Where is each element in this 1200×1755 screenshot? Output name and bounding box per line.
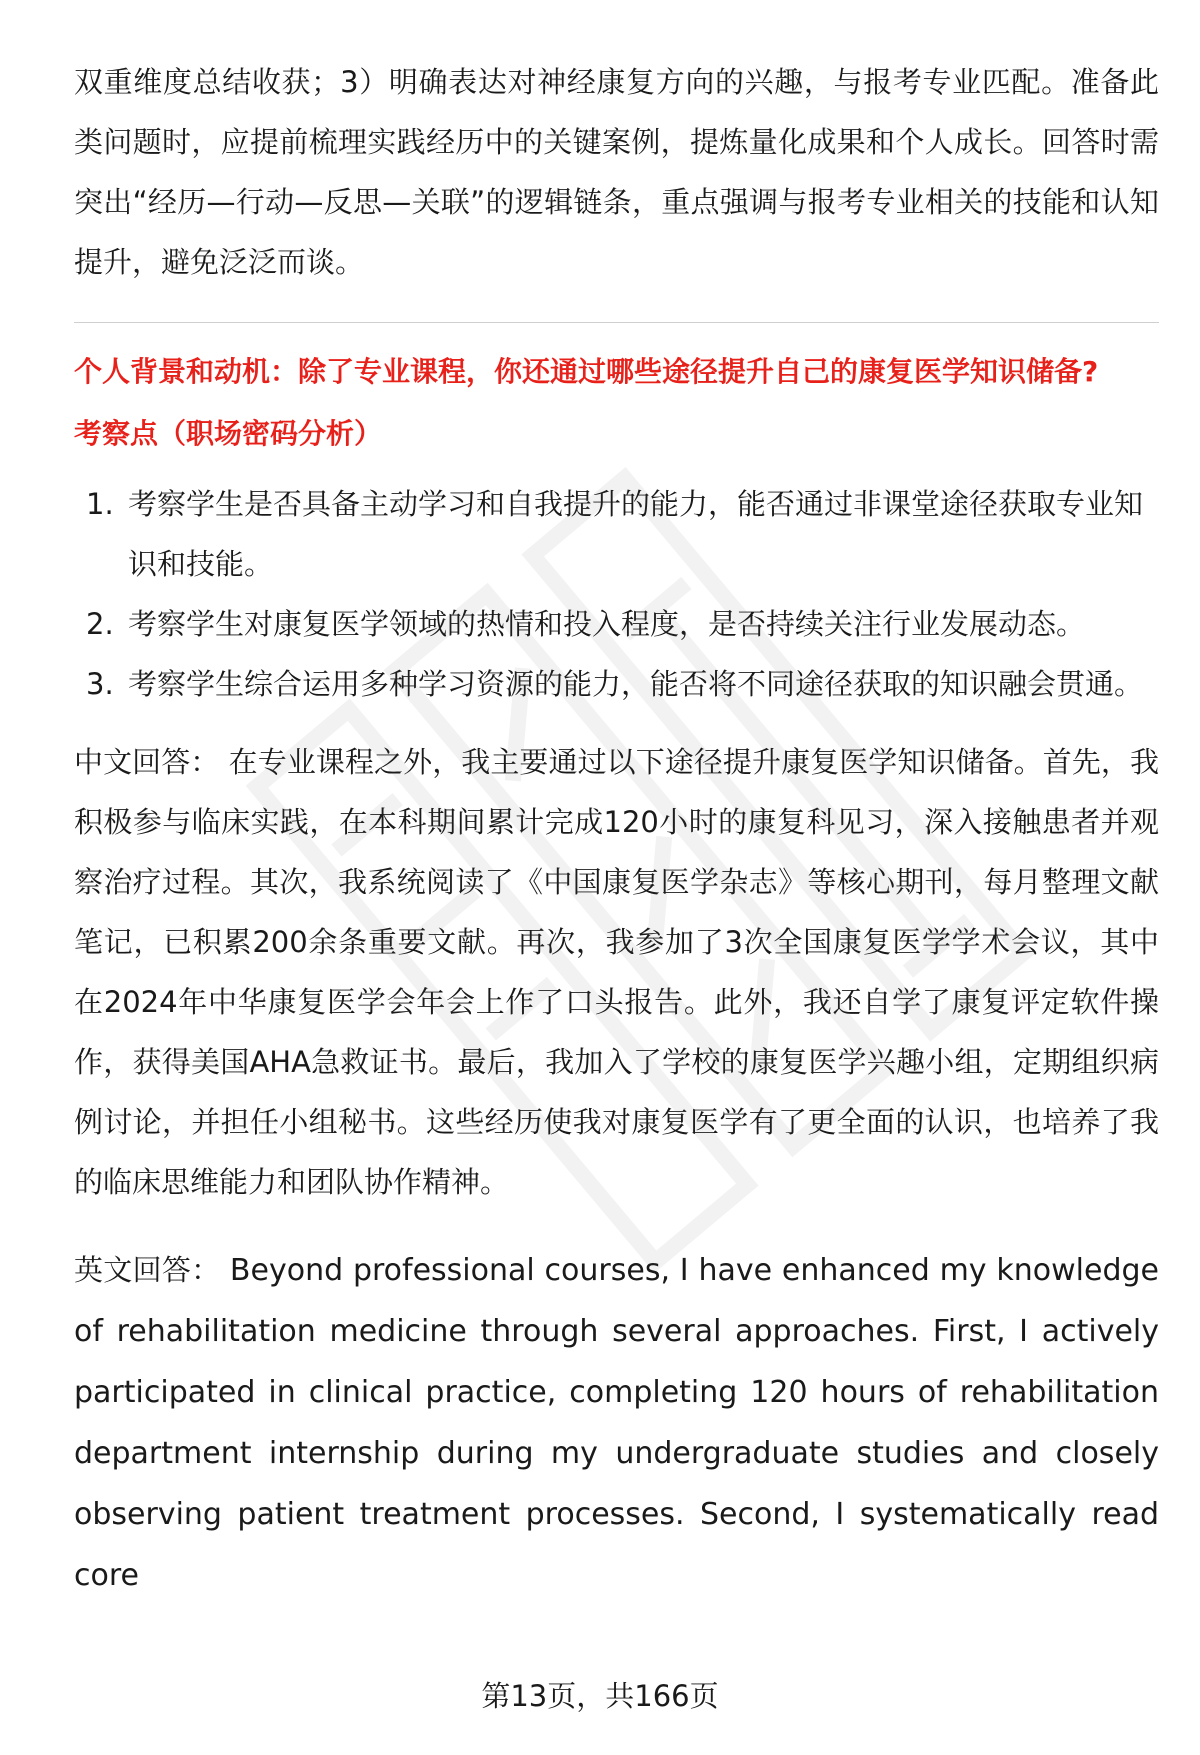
- assessment-heading: 考察点（职场密码分析）: [74, 417, 383, 450]
- english-answer-label: 英文回答：: [74, 1253, 221, 1287]
- english-answer: [74, 1240, 1159, 1606]
- question-title: 个人背景和动机：除了专业课程，你还通过哪些途径提升自己的康复医学知识储备?: [74, 355, 1099, 388]
- list-item-number: 1.: [86, 487, 114, 521]
- section-divider: [74, 322, 1159, 323]
- page-footer: 第13页，共166页: [481, 1679, 719, 1713]
- list-item-number: 2.: [86, 607, 114, 641]
- english-answer-text: Beyond professional courses, I have enhanced my knowledge of rehabilitation medicine through several approaches. First, I actively participated in clinical practice, completing 120 hours of rehabilitation department internship during my undergraduate studies and closely observing patient treatment processes. Second, I systematically read core: [74, 1253, 1159, 1593]
- list-item-number: 3.: [86, 667, 114, 701]
- chinese-answer-text: 在专业课程之外，我主要通过以下途径提升康复医学知识储备。首先，我积极参与临床实践，在本科期间累计完成120小时的康复科见习，深入接触患者并观察治疗过程。其次，我系统阅读了《中国康复医学杂志》等核心期刊，每月整理文献笔记，已积累200余条重要文献。再次，我参加了3次全国康复医学学术会议，其中在2024年中华康复医学会年会上作了口头报告。此外，我还自学了康复评定软件操作，获得美国AHA急救证书。最后，我加入了学校的康复医学兴趣小组，定期组织病例讨论，并担任小组秘书。这些经历使我对康复医学有了更全面的认识，也培养了我的临床思维能力和团队协作精神。: [74, 745, 1159, 1199]
- list-item: [74, 654, 1159, 714]
- list-item-text: 考察学生是否具备主动学习和自我提升的能力，能否通过非课堂途径获取专业知识和技能。: [128, 487, 1144, 581]
- chinese-answer: [74, 732, 1159, 1212]
- intro-paragraph: 双重维度总结收获；3）明确表达对神经康复方向的兴趣，与报考专业匹配。准备此类问题时，应提前梳理实践经历中的关键案例，提炼量化成果和个人成长。回答时需突出“经历—行动—反思—关联”的逻辑链条，重点强调与报考专业相关的技能和认知提升，避免泛泛而谈。: [74, 65, 1159, 279]
- list-item-text: 考察学生对康复医学领域的热情和投入程度，是否持续关注行业发展动态。: [128, 607, 1086, 641]
- list-item: [74, 474, 1159, 594]
- assessment-list: [74, 474, 1159, 714]
- document-page: [74, 52, 1159, 1634]
- chinese-answer-label: 中文回答：: [74, 745, 220, 779]
- list-item: [74, 594, 1159, 654]
- list-item-text: 考察学生综合运用多种学习资源的能力，能否将不同途径获取的知识融会贯通。: [128, 667, 1144, 701]
